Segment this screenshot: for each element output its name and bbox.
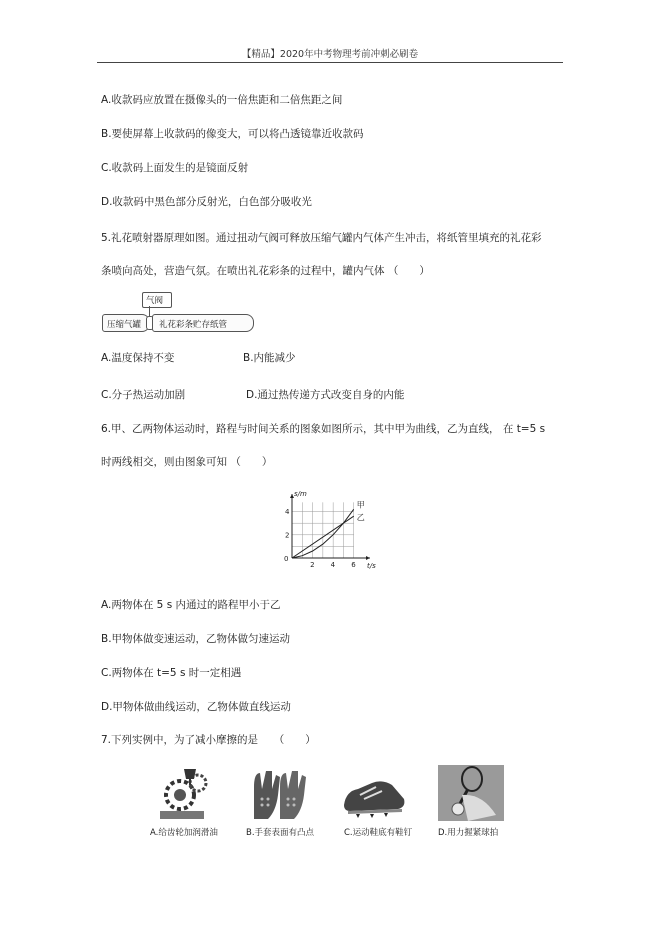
q5-option-b: B.内能减少	[243, 352, 296, 364]
x-axis-arrow	[366, 556, 370, 560]
y-axis-label: s/m	[294, 490, 307, 498]
valve-label: 气阀	[146, 296, 164, 306]
q7-stem: 7.下列实例中，为了减小摩擦的是 （ ）	[101, 734, 316, 746]
x-tick-label: 6	[351, 561, 356, 569]
q7-caption-d: D.用力握紧球拍	[438, 828, 499, 838]
q5-option-c: C.分子热运动加剧	[101, 389, 186, 401]
origin-label: 0	[284, 555, 289, 563]
q5-stem-line1: 5.礼花喷射器原理如图。通过扭动气阀可释放压缩气罐内气体产生冲击，将纸管里填充的礼花彩	[101, 232, 542, 244]
q6-option-c: C.两物体在 t=5 s 时一定相遇	[101, 667, 242, 679]
q5-option-d: D.通过热传递方式改变自身的内能	[246, 389, 405, 401]
fireworks-launcher-figure	[100, 290, 260, 336]
q7-caption-b: B.手套表面有凸点	[246, 828, 315, 838]
racket-grip-image	[438, 765, 504, 821]
page-header: 【精品】2020年中考物理考前冲刺必刷卷	[241, 49, 419, 60]
q6-option-b: B.甲物体做变速运动，乙物体做匀速运动	[101, 633, 291, 645]
header-rule	[97, 62, 563, 63]
studded-glove-image	[246, 765, 312, 821]
series-yi-label: 乙	[356, 513, 365, 523]
q5-option-a: A.温度保持不变	[101, 352, 175, 364]
q4-option-d: D.收款码中黑色部分反射光，白色部分吸收光	[101, 196, 312, 208]
distance-time-graph	[276, 488, 386, 572]
tank-label: 压缩气罐	[107, 320, 142, 330]
spiked-shoe-image	[342, 765, 408, 821]
valve-label-box	[142, 292, 172, 308]
q7-caption-a: A.给齿轮加润滑油	[150, 828, 218, 838]
valve-stem	[149, 306, 150, 316]
q6-option-d: D.甲物体做曲线运动，乙物体做直线运动	[101, 701, 291, 713]
paper-tube	[152, 314, 254, 332]
gear-lubrication-image	[150, 765, 216, 821]
y-tick-label: 2	[285, 531, 290, 540]
y-tick-label: 4	[285, 508, 290, 517]
x-tick-label: 4	[330, 561, 336, 569]
x-tick-label: 2	[310, 561, 315, 569]
q4-option-b: B.要使屏幕上收款码的像变大，可以将凸透镜靠近收款码	[101, 128, 364, 140]
tube-label: 礼花彩条贮存纸管	[159, 320, 228, 330]
q6-option-a: A.两物体在 5 s 内通过的路程甲小于乙	[101, 599, 281, 611]
q4-option-a: A.收款码应放置在摄像头的一倍焦距和二倍焦距之间	[101, 94, 343, 106]
q7-caption-c: C.运动鞋底有鞋钉	[344, 828, 413, 838]
q4-option-c: C.收款码上面发生的是镜面反射	[101, 162, 249, 174]
series-jia-label: 甲	[356, 500, 365, 510]
q6-stem-line1: 6.甲、乙两物体运动时，路程与时间关系的图象如图所示，其中甲为曲线，乙为直线， 在 t=5 s	[101, 423, 546, 435]
x-axis-label: t/s	[367, 562, 376, 570]
compressed-tank	[102, 314, 150, 332]
q5-stem-line2: 条喷向高处，营造气氛。在喷出礼花彩条的过程中，罐内气体 （ ）	[101, 265, 430, 277]
q6-stem-line2: 时两线相交，则由图象可知 （ ）	[101, 456, 273, 468]
